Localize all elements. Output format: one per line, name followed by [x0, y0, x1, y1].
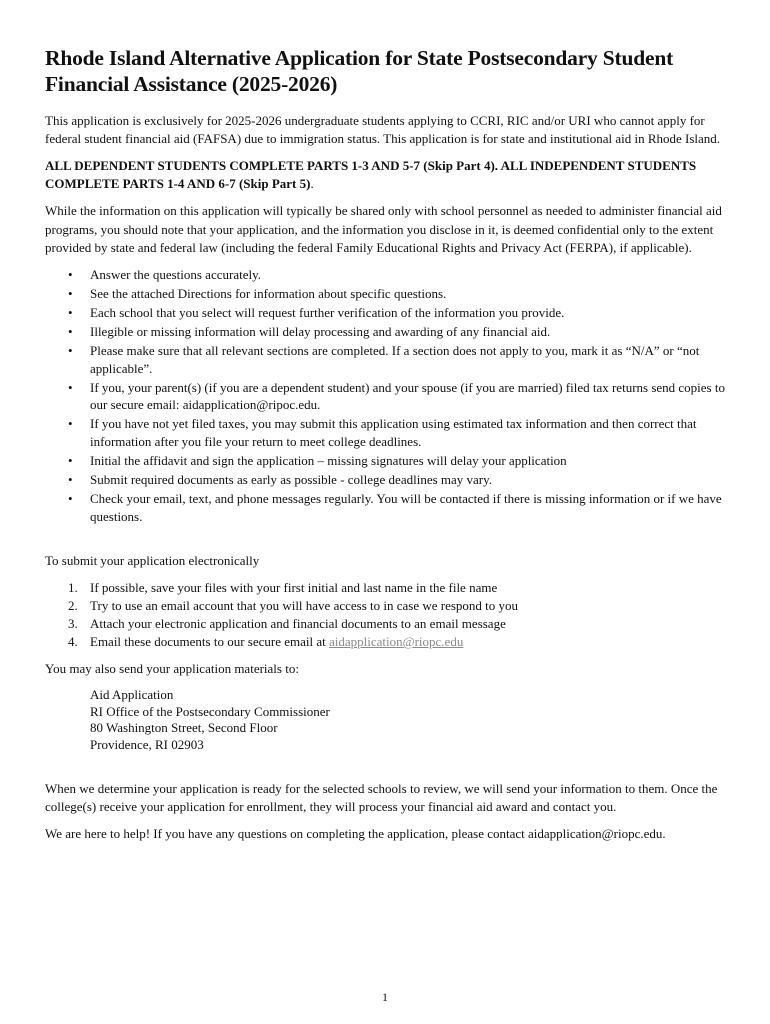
bullet-item: [68, 266, 726, 284]
bullet-item: [68, 285, 726, 303]
bullet-text: See the attached Directions for information about specific questions.: [90, 285, 447, 301]
bullet-icon: •: [68, 266, 73, 282]
bullet-icon: •: [68, 342, 73, 358]
bullet-item: [68, 323, 726, 341]
spacer: [45, 538, 726, 552]
bullet-icon: •: [68, 472, 73, 488]
bullet-text: Submit required documents as early as possible - college deadlines may vary.: [90, 472, 493, 488]
instruction-bold-text: ALL DEPENDENT STUDENTS COMPLETE PARTS 1-3 AND 5-7 (Skip Part 4). ALL INDEPENDENT STUDENTS COMPLETE PARTS 1-4 AND 6-7 (Skip Part 5): [45, 157, 697, 192]
step-number: 3.: [68, 616, 78, 632]
bullet-item: [68, 490, 726, 526]
step-item: [68, 579, 726, 597]
mail-heading: You may also send your application materials to:: [45, 660, 299, 676]
bullet-icon: •: [68, 491, 73, 507]
bullet-item: [68, 304, 726, 322]
submit-heading: To submit your application electronically: [45, 553, 260, 569]
bullet-icon: •: [68, 304, 73, 320]
step-text: Attach your electronic application and financial documents to an email message: [90, 616, 506, 632]
address-line: Aid Application: [90, 687, 174, 703]
instruction-paragraph: [45, 157, 726, 193]
bullet-item: [68, 471, 726, 489]
address-line: Providence, RI 02903: [90, 737, 204, 753]
bullet-item: [68, 415, 726, 451]
bullet-icon: •: [68, 453, 73, 469]
bullet-icon: •: [68, 416, 73, 432]
submit-steps-list: [45, 579, 726, 651]
secure-email-link[interactable]: aidapplication@riopc.edu: [328, 634, 464, 650]
address-line: 80 Washington Street, Second Floor: [90, 720, 278, 736]
bullet-text: Illegible or missing information will delay processing and awarding of any financial aid.: [90, 323, 551, 339]
step-number: 1.: [68, 580, 78, 596]
privacy-paragraph: While the information on this application will typically be shared only with school personnel as needed to administer financial aid programs, you should note that your application, and the information you disclose in it, is deemed confidential only to the extent provided by state and federal law (including the federal Family Educational Rights and Privacy Act (FERPA), if applicable).: [45, 203, 722, 255]
instructions-bullet-list: [45, 266, 726, 526]
step-number: 2.: [68, 598, 78, 614]
bullet-item: [68, 452, 726, 470]
document-title: Rhode Island Alternative Application for State Postsecondary Student Financial Assistance (2025-2026): [45, 46, 674, 96]
bullet-icon: •: [68, 379, 73, 395]
step-text: If possible, save your files with your first initial and last name in the file name: [90, 580, 498, 596]
step-text: Email these documents to our secure email at: [90, 634, 329, 650]
address-line: RI Office of the Postsecondary Commissioner: [90, 703, 330, 719]
bullet-icon: •: [68, 285, 73, 301]
bullet-icon: •: [68, 323, 73, 339]
bullet-text: Check your email, text, and phone messages regularly. You will be contacted if there is missing information or if we have questions.: [90, 491, 722, 525]
bullet-item: [68, 342, 726, 378]
closing-paragraph: When we determine your application is ready for the selected schools to review, we will send your information to them. Once the college(s) receive your application for enrollment, they will process your financial aid award and contact you.: [45, 780, 718, 814]
bullet-text: Please make sure that all relevant sections are completed. If a section does not apply to you, mark it as “N/A” or “not applicable”.: [90, 342, 700, 376]
step-text: Try to use an email account that you will have access to in case we respond to you: [90, 598, 519, 614]
help-paragraph: We are here to help! If you have any questions on completing the application, please contact aidapplication@riopc.edu.: [45, 826, 666, 842]
step-number: 4.: [68, 634, 78, 650]
bullet-item: [68, 379, 726, 415]
page-number: 1: [382, 990, 388, 1004]
step-item: [68, 633, 726, 651]
instruction-end: .: [310, 176, 314, 192]
step-item: [68, 615, 726, 633]
bullet-text: If you have not yet filed taxes, you may submit this application using estimated tax information and then correct that information after you file your return to meet college deadlines.: [90, 416, 697, 450]
bullet-text: Answer the questions accurately.: [90, 266, 261, 282]
bullet-text: Initial the affidavit and sign the application – missing signatures will delay your application: [90, 453, 567, 469]
mailing-address: [90, 687, 726, 754]
bullet-text: If you, your parent(s) (if you are a dependent student) and your spouse (if you are married) filed tax returns send copies to our secure email: aidapplication@ripoc.edu.: [90, 379, 725, 413]
step-item: [68, 597, 726, 615]
bullet-text: Each school that you select will request further verification of the information you provide.: [90, 304, 565, 320]
intro-paragraph: This application is exclusively for 2025-2026 undergraduate students applying to CCRI, RIC and/or URI who cannot apply for federal student financial aid (FAFSA) due to immigration status. This application is for state and institutional aid in Rhode Island.: [45, 112, 721, 146]
